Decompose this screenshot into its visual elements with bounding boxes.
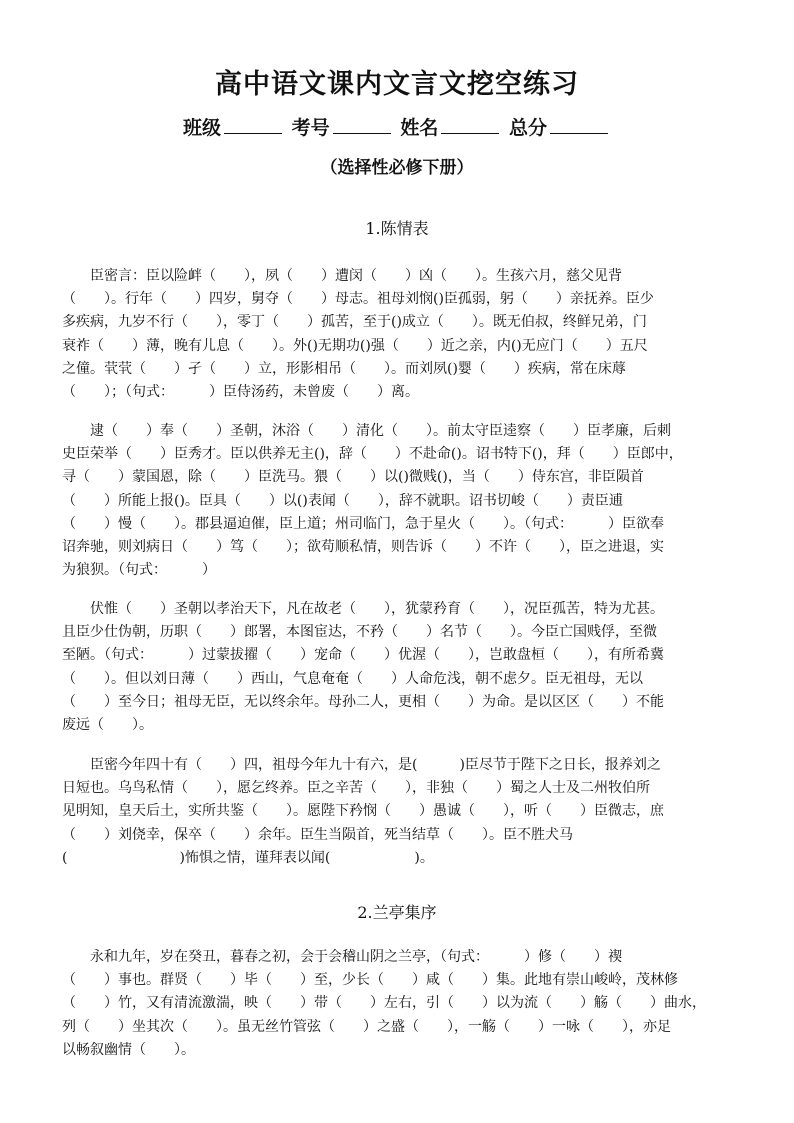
text-line: 永和九年，岁在癸丑，暮春之初，会于会稽山阴之兰亭，（句式： ）修（ ）禊 (90, 949, 622, 965)
page-subtitle: （选择性必修下册） (320, 158, 474, 178)
text-line: 逮（ ）奉（ ）圣朝，沐浴（ ）清化（ ）。前太守臣逵察（ ）臣孝廉，后刺 (90, 423, 671, 439)
exercise-paragraph (62, 598, 734, 737)
text-line: （ ）竹，又有清流激湍，映（ ）带（ ）左右，引（ ）以为流（ ）觞（ ）曲水， (62, 995, 706, 1012)
text-line: 诏奔驰，则刘病日（ ）笃（ ）；欲苟顺私情，则告诉（ ）不许（ ），臣之进退，实 (62, 538, 664, 555)
text-line: 日短也。乌鸟私情（ ），愿乞终养。臣之辛苦（ ），非独（ ）蜀之人士及二州牧伯所 (62, 780, 650, 797)
text-line: 见明知，皇天后土，实所共鉴（ ）。愿陛下矜悯（ ）愚诚（ ），听（ ）臣微志，庶 (62, 803, 664, 820)
class-label: 班级 (183, 117, 222, 139)
text-line: 之僮。茕茕（ ）孑（ ）立，形影相吊（ ）。而刘夙()婴（ ）疾病，常在床蓐 (62, 360, 626, 377)
text-line: 史臣荣举（ ）臣秀才。臣以供养无主()，辞（ ）不赴命()。诏书特下()，拜（ ）臣郎中， (62, 446, 683, 463)
student-info-line (0, 113, 794, 140)
exercise-paragraph (62, 754, 734, 870)
text-line: （ ）所能上报()。臣具（ ）以()表闻（ ），辞不就职。诏书切峻（ ）责臣逋 (62, 492, 623, 509)
text-line: 臣密今年四十有（ ）四，祖母今年九十有六，是( )臣尽节于陛下之日长，报养刘之 (90, 757, 661, 773)
class-blank[interactable] (224, 115, 282, 134)
text-line: （ ）。行年（ ）四岁，舅夺（ ）母志。祖母刘悯()臣孤弱，躬（ ）亲抚养。臣少 (62, 291, 654, 308)
text-line: 寻（ ）蒙国恩，除（ ）臣洗马。猥（ ）以()微贱()，当（ ）侍东宫，非臣陨首 (62, 469, 644, 486)
text-line: 废远（ ）。 (62, 716, 153, 733)
number-label: 考号 (291, 117, 330, 139)
number-blank[interactable] (333, 115, 391, 134)
text-line: （ ）；（句式： ）臣侍汤药，未曾废（ ）离。 (62, 383, 419, 400)
exercise-paragraph (62, 946, 734, 1062)
exercise-paragraph (62, 420, 734, 582)
text-line: 至陋。（句式： ）过蒙拔擢（ ）宠命（ ）优渥（ ），岂敢盘桓（ ），有所希冀 (62, 647, 664, 664)
exercise-paragraph (62, 265, 734, 404)
text-line: 多疾病，九岁不行（ ），零丁（ ）孤苦，至于()成立（ ）。既无伯叔，终鲜兄弟，门 (62, 314, 647, 331)
text-line: （ ）刘侥幸，保卒（ ）余年。臣生当陨首，死当结草（ ）。臣不胜犬马 (62, 826, 573, 843)
name-label: 姓名 (400, 117, 439, 139)
text-line: （ ）。但以刘日薄（ ）西山，气息奄奄（ ）人命危浅，朝不虑夕。臣无祖母，无以 (62, 670, 643, 687)
section-title-lantingjixu: 2.兰亭集序 (357, 903, 437, 922)
text-line: 伏惟（ ）圣朝以孝治天下，凡在故老（ ），犹蒙矜育（ ），况臣孤苦，特为尤甚。 (90, 601, 664, 617)
text-line: 且臣少仕伪朝，历职（ ）郎署，本图宦达，不矜（ ）名节（ ）。今臣亡国贱俘，至微 (62, 624, 657, 641)
text-line: 为狼狈。（句式： ） (62, 562, 216, 579)
name-blank[interactable] (441, 115, 499, 134)
text-line: 以畅叙幽情（ ）。 (62, 1041, 195, 1058)
text-line: 臣密言：臣以险衅（ ），夙（ ）遭闵（ ）凶（ ）。生孩六月，慈父见背 (90, 268, 622, 284)
score-blank[interactable] (550, 115, 608, 134)
text-line: 列（ ）坐其次（ ）。虽无丝竹管弦（ ）之盛（ ），一觞（ ）一咏（ ），亦足 (62, 1018, 671, 1035)
text-line: （ ）事也。群贤（ ）毕（ ）至，少长（ ）咸（ ）集。此地有崇山峻岭，茂林修 (62, 972, 678, 989)
text-line: ( )怖惧之情，谨拜表以闻( )。 (62, 849, 434, 866)
text-line: （ ）慢（ ）。郡县逼迫催，臣上道；州司临门，急于星火（ ）。（句式： ）臣欲奉 (62, 515, 664, 532)
section-title-chenqingbiao: 1.陈情表 (365, 219, 429, 238)
score-label: 总分 (508, 117, 547, 139)
page-title: 高中语文课内文言文挖空练习 (215, 69, 579, 100)
text-line: 衰祚（ ）薄，晚有儿息（ ）。外()无期功()强（ ）近之亲，内()无应门（ ）五尺 (62, 337, 648, 354)
text-line: （ ）至今日；祖母无臣，无以终余年。母孙二人，更相（ ）为命。是以区区（ ）不能 (62, 693, 664, 710)
